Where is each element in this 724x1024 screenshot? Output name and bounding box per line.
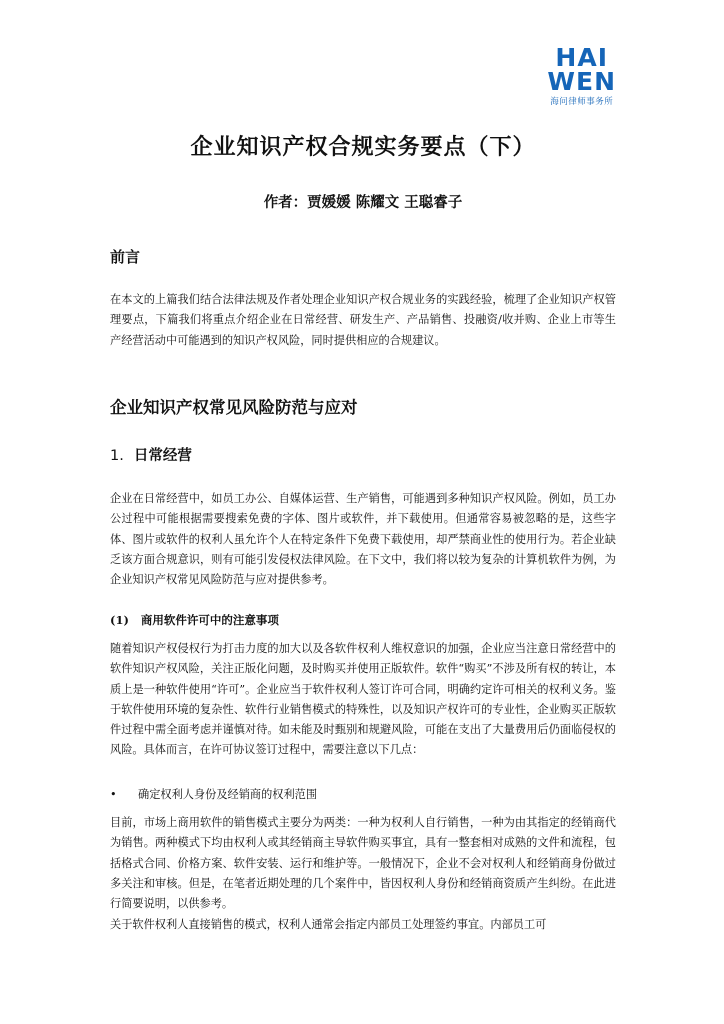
bullet-dot: • bbox=[110, 788, 117, 801]
paragraph-direct-sales: 关于软件权利人直接销售的模式，权利人通常会指定内部员工处理签约事宜。内部员工可 bbox=[110, 918, 547, 931]
section-heading: 企业知识产权常见风险防范与应对 bbox=[110, 398, 358, 417]
paragraph-software-license: 随着知识产权侵权行为打击力度的加大以及各软件权利人维权意识的加强，企业应当注意日常经营中的软件知识产权风险，关注正版化问题，及时购买并使用正版软件。软件“购买”不涉及所有权的转让，本质上是一种软件使用“许可”。企业应当于软件权利人签订许可合同，明确约定许可相关的权利义务。鉴于软件使用环境的复杂性、软件行业销售模式的特殊性，以及知识产权许可的专业性，企业购买正版软件过程中需全面考虑并谨慎对待。如未能及时甄别和规避风险，可能在支出了大量费用后仍面临侵权的风险。具体而言，在许可协议签订过程中，需要注意以下几点： bbox=[110, 642, 616, 757]
preface-paragraph: 在本文的上篇我们结合法律法规及作者处理企业知识产权合规业务的实践经验，梳理了企业知识产权管理要点，下篇我们将重点介绍企业在日常经营、研发生产、产品销售、投融资/收并购、企业上市等生产经营活动中可能遇到的知识产权风险，同时提供相应的合规建议。 bbox=[110, 293, 616, 347]
item-title: 商用软件许可中的注意事项 bbox=[140, 613, 279, 627]
subsection-title: 日常经营 bbox=[133, 447, 192, 464]
preface-heading: 前言 bbox=[110, 248, 141, 266]
bullet-item bbox=[110, 786, 317, 802]
bullet-text: 确定权利人身份及经销商的权利范围 bbox=[138, 788, 318, 801]
paragraph-daily-operations: 企业在日常经营中，如员工办公、自媒体运营、生产销售，可能遇到多种知识产权风险。例如，员工办公过程中可能根据需要搜索免费的字体、图片或软件，并下载使用。但通常容易被忽略的是，这些字体、图片或软件的权利人虽允许个人在特定条件下免费下载使用，却严禁商业性的使用行为。若企业缺乏该方面合规意识，则有可能引发侵权法律风险。在下文中，我们将以较为复杂的计算机软件为例，为企业知识产权常见风险防范与应对提供参考。 bbox=[110, 492, 616, 587]
logo-line-1: HAI bbox=[555, 43, 608, 72]
subsection-heading bbox=[110, 444, 192, 465]
paragraph-sales-models: 目前，市场上商用软件的销售模式主要分为两类：一种为权利人自行销售，一种为由其指定的经销商代为销售。两种模式下均由权利人或其经销商主导软件购买事宜，具有一整套相对成熟的文件和流程，包括格式合同、价格方案、软件安装、运行和维护等。一般情况下，企业不会对权利人和经销商身份做过多关注和审核。但是，在笔者近期处理的几个案件中，皆因权利人身份和经销商资质产生纠纷。在此进行简要说明，以供参考。 bbox=[110, 816, 616, 911]
document-title: 企业知识产权合规实务要点（下） bbox=[190, 134, 536, 160]
haiwen-logo bbox=[547, 43, 616, 107]
logo-subtitle: 海问律师事务所 bbox=[550, 97, 614, 107]
authors-line: 作者：贾媛媛 陈耀文 王聪睿子 bbox=[263, 194, 463, 211]
item-heading bbox=[110, 612, 279, 628]
item-number: (1) bbox=[110, 613, 129, 627]
subsection-number: 1. bbox=[110, 448, 124, 464]
logo-line-2: WEN bbox=[547, 67, 616, 96]
